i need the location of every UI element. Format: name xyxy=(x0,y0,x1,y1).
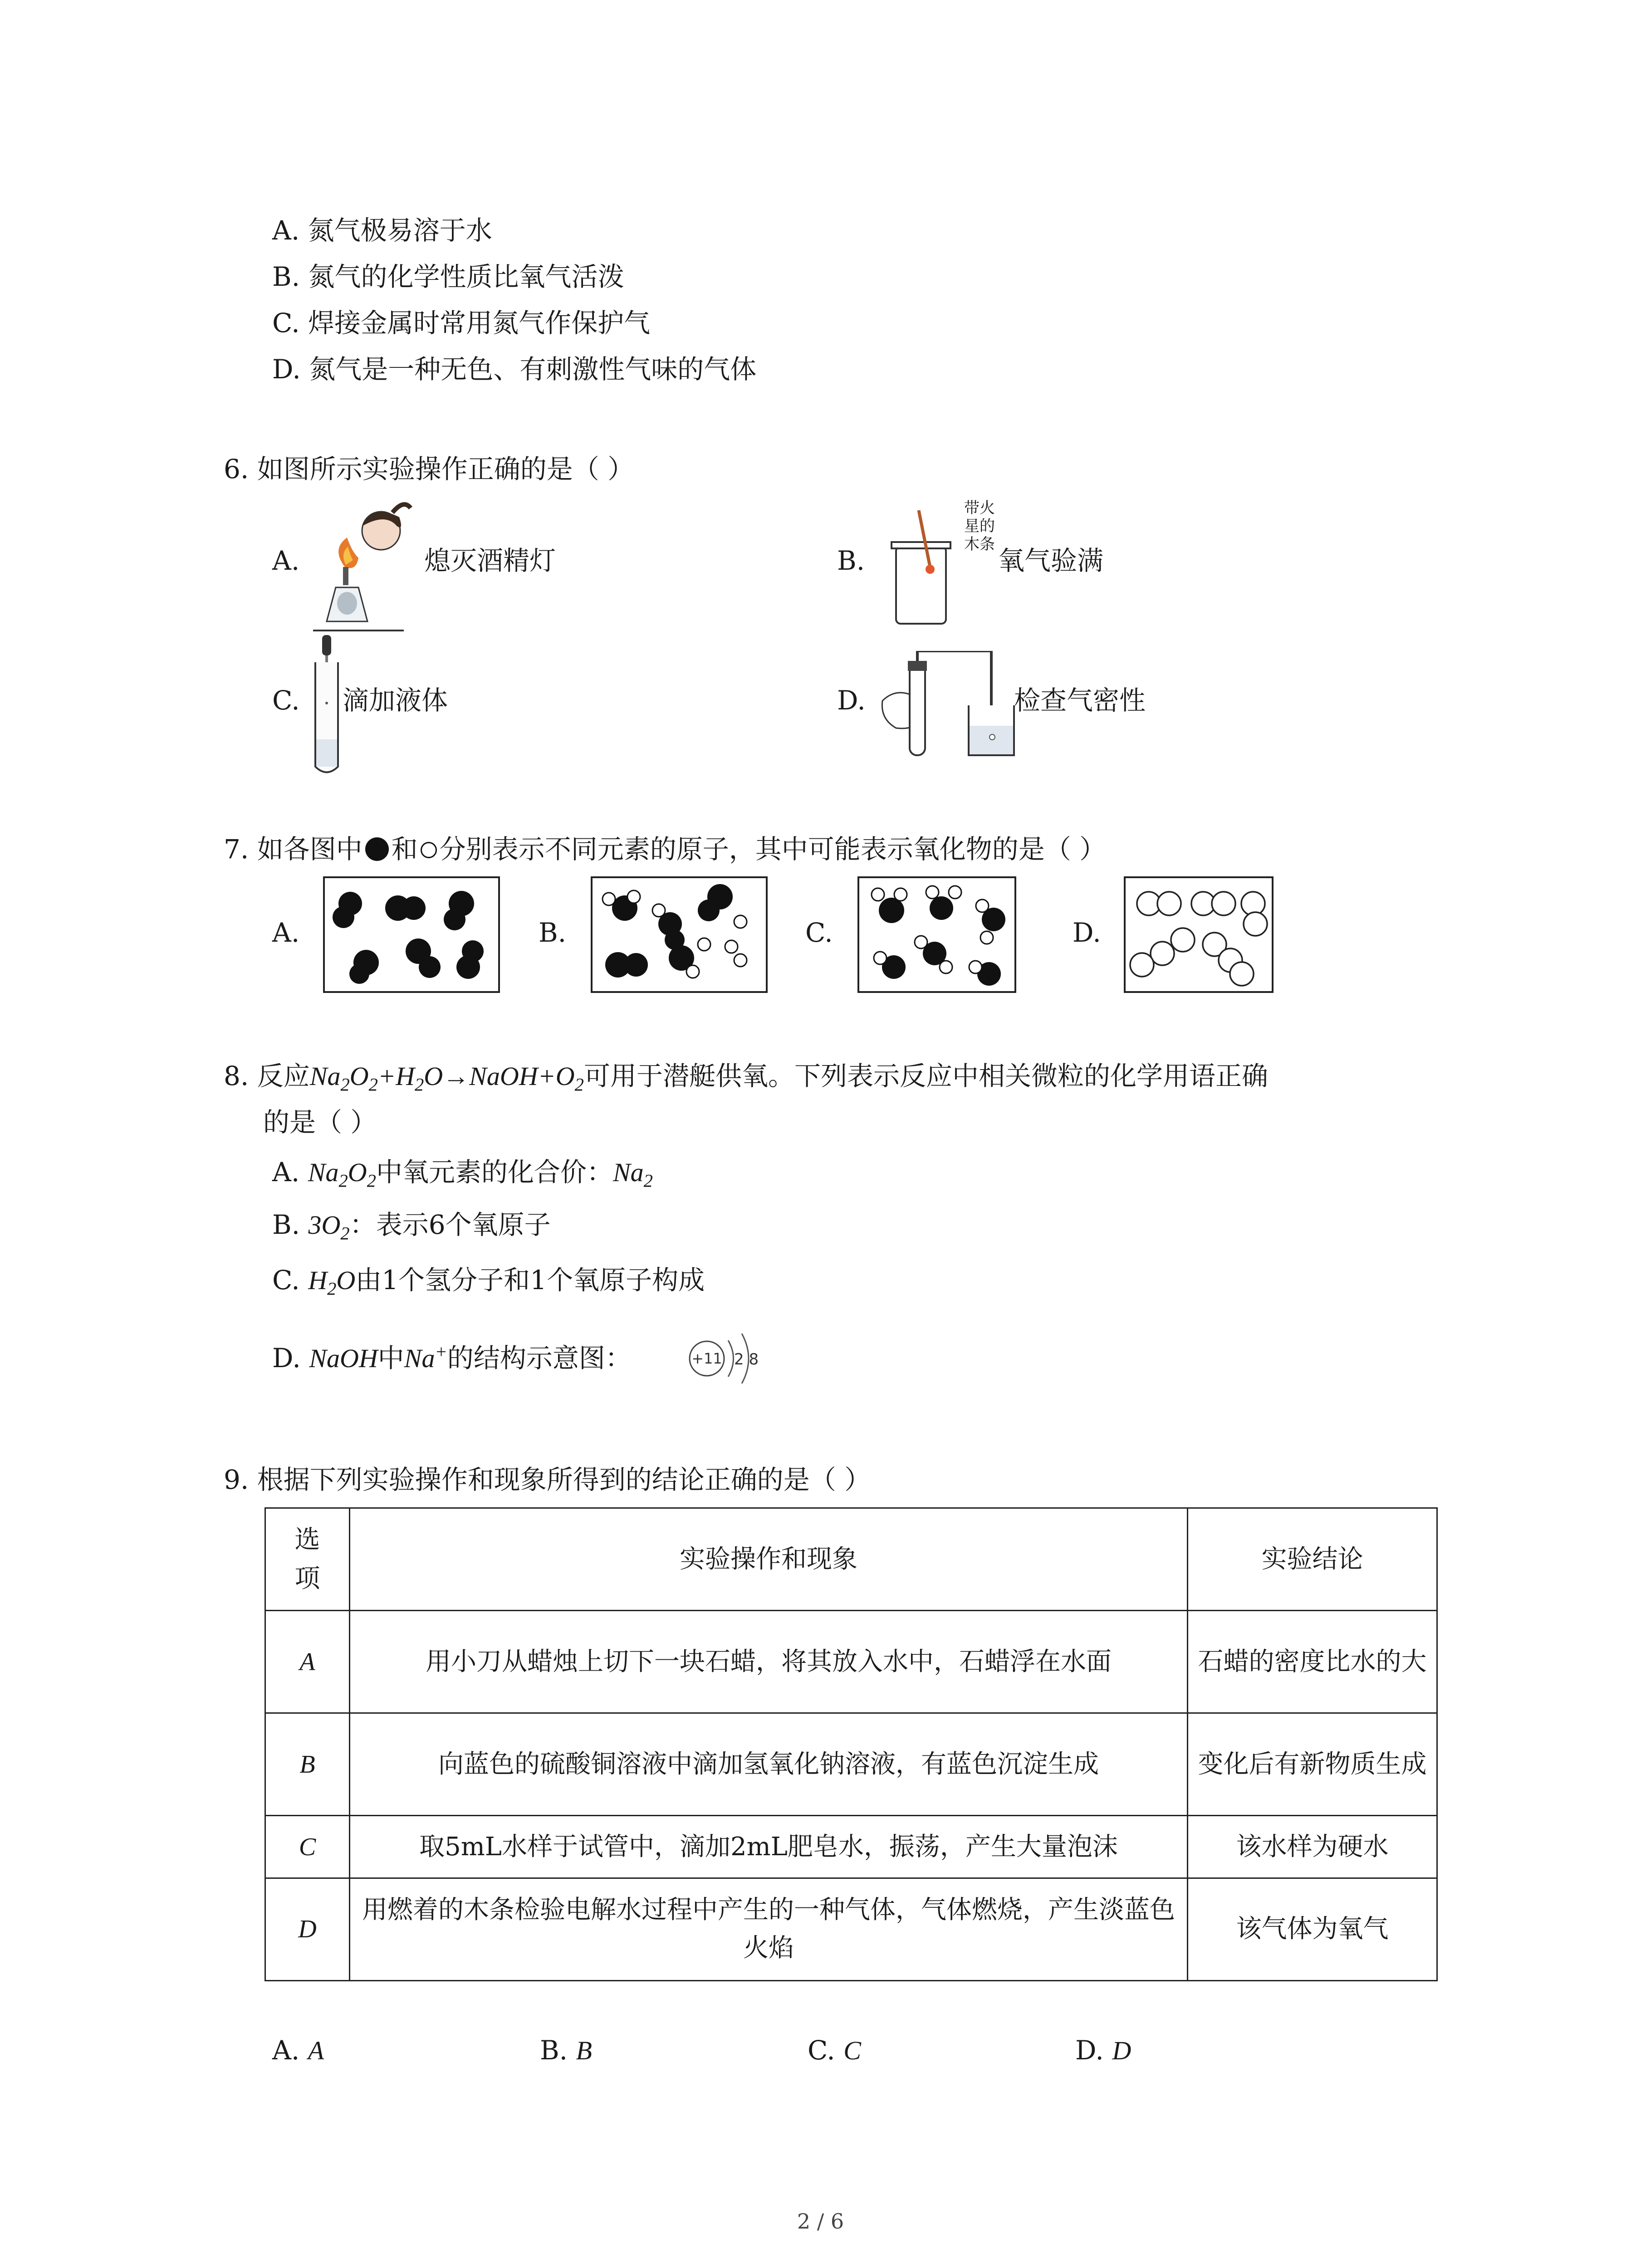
row-conclusion: 该水样为硬水 xyxy=(1188,1816,1437,1878)
q8-d-text: 的结构示意图： xyxy=(447,1343,632,1374)
q5-option-d: D. 氮气是一种无色、有刺激性气味的气体 xyxy=(272,354,757,385)
table-row xyxy=(265,1611,1437,1713)
answer-letter: B. xyxy=(540,2035,568,2066)
q8-option-d: D. NaOH中Na+的结构示意图： xyxy=(272,1341,632,1374)
header-conclusion: 实验结论 xyxy=(1188,1508,1437,1611)
q5-option-a: A. 氮气极易溶于水 xyxy=(272,215,492,246)
q9-answer-a xyxy=(272,2034,324,2067)
table-row xyxy=(265,1878,1437,1980)
q8-stem-after: 可用于潜艇供氧。下列表示反应中相关微粒的化学用语正确 xyxy=(583,1061,1268,1091)
q8-a-text: 中氧元素的化合价： xyxy=(376,1157,613,1188)
table-row xyxy=(265,1713,1437,1816)
row-operation: 用小刀从蜡烛上切下一块石蜡，将其放入水中，石蜡浮在水面 xyxy=(350,1611,1188,1713)
q6-c-letter: C. xyxy=(272,685,300,716)
q9-answer-b xyxy=(540,2034,592,2067)
q9-answer-c xyxy=(808,2034,861,2067)
nucleus-label: +11 xyxy=(691,1350,722,1367)
formula: $H_2O$ xyxy=(308,1266,356,1299)
header-option: 选项 xyxy=(265,1508,350,1611)
particle-box-d xyxy=(1124,876,1274,993)
particle-box-b xyxy=(591,876,768,993)
q8-option-b xyxy=(272,1208,551,1242)
q8-a-letter: A. xyxy=(272,1157,300,1188)
page-number: 2 / 6 xyxy=(797,2209,844,2234)
q7-stem xyxy=(224,833,1106,865)
experiment-table xyxy=(265,1507,1438,1981)
fig-text-line: 星的 xyxy=(964,517,995,535)
q9-answer-d xyxy=(1075,2034,1131,2067)
q8-c-text: 由1个氢分子和1个氧原子构成 xyxy=(355,1265,705,1295)
blowing-out-lamp-figure xyxy=(313,499,426,644)
q6-d-label: 检查气密性 xyxy=(1014,685,1146,716)
q8-option-a xyxy=(272,1156,653,1189)
answer-letter: A. xyxy=(272,2035,300,2066)
white-atom-icon xyxy=(421,842,437,858)
formula: $Na_2O_2$ xyxy=(308,1158,376,1191)
q7-c-letter: C. xyxy=(805,917,833,948)
q6-stem: 6. 如图所示实验操作正确的是（ ） xyxy=(224,454,634,484)
formula: $Na_2$ xyxy=(612,1158,653,1191)
table-header-row xyxy=(265,1508,1437,1611)
formula: NaOH xyxy=(309,1344,378,1373)
q9-stem: 9. 根据下列实验操作和现象所得到的结论正确的是（ ） xyxy=(224,1464,871,1495)
q7-stem-post: 分别表示不同元素的原子，其中可能表示氧化物的是（ ） xyxy=(439,834,1106,865)
q8-b-text: ：表示6个氧原子 xyxy=(349,1209,551,1240)
table-row xyxy=(265,1816,1437,1878)
q5-option-c: C. 焊接金属时常用氮气作保护气 xyxy=(272,308,651,338)
answer-value: D xyxy=(1112,2036,1132,2065)
particle-box-a xyxy=(323,876,500,993)
answer-letter: C. xyxy=(808,2035,835,2066)
q6-b-fig-label xyxy=(964,499,995,553)
fig-text-line: 木条 xyxy=(964,535,995,553)
q8-stem xyxy=(224,1060,1268,1093)
ion-structure-diagram xyxy=(685,1325,776,1393)
oxygen-bottle-figure xyxy=(885,503,957,631)
row-operation: 向蓝色的硫酸铜溶液中滴加氢氧化钠溶液，有蓝色沉淀生成 xyxy=(350,1713,1188,1816)
q6-b-letter: B. xyxy=(837,545,865,576)
q7-b-letter: B. xyxy=(539,917,567,948)
q8-d-letter: D. xyxy=(272,1343,301,1374)
q8-c-letter: C. xyxy=(272,1265,300,1295)
row-key: D xyxy=(265,1878,350,1980)
airtightness-check-figure xyxy=(873,651,1023,760)
q7-d-letter: D. xyxy=(1073,917,1101,948)
shells-label: 2 8 xyxy=(734,1350,759,1369)
particle-box-c xyxy=(857,876,1016,993)
black-atom-icon xyxy=(365,837,389,861)
answer-value: A xyxy=(308,2036,324,2065)
q6-d-letter: D. xyxy=(837,685,866,716)
row-operation: 取5mL水样于试管中，滴加2mL肥皂水，振荡，产生大量泡沫 xyxy=(350,1816,1188,1878)
q8-equation: $Na_2O_2+H_2O\to NaOH+O_2$ xyxy=(309,1061,584,1095)
dropper-tube-figure xyxy=(309,635,345,776)
row-conclusion: 石蜡的密度比水的大 xyxy=(1188,1611,1437,1713)
answer-value: C xyxy=(843,2036,861,2065)
q8-stem-line2: 的是（ ） xyxy=(263,1107,377,1138)
q6-c-label: 滴加液体 xyxy=(343,685,448,716)
q5-option-b: B. 氮气的化学性质比氧气活泼 xyxy=(272,261,624,292)
row-conclusion: 该气体为氧气 xyxy=(1188,1878,1437,1980)
q8-option-c xyxy=(272,1264,705,1297)
header-operation: 实验操作和现象 xyxy=(350,1508,1188,1611)
answer-letter: D. xyxy=(1075,2035,1104,2066)
q6-a-label: 熄灭酒精灯 xyxy=(424,545,556,576)
fig-text-line: 带火 xyxy=(964,499,995,517)
q7-stem-mid: 和 xyxy=(391,834,418,865)
q8-stem-num: 8. 反应 xyxy=(224,1061,310,1091)
row-key: C xyxy=(265,1816,350,1878)
q7-a-letter: A. xyxy=(272,917,300,948)
answer-value: B xyxy=(576,2036,592,2065)
row-conclusion: 变化后有新物质生成 xyxy=(1188,1713,1437,1816)
formula: $3O_2$ xyxy=(308,1210,350,1244)
row-operation: 用燃着的木条检验电解水过程中产生的一种气体，气体燃烧，产生淡蓝色火焰 xyxy=(350,1878,1188,1980)
q6-b-label: 氧气验满 xyxy=(998,545,1104,576)
row-key: A xyxy=(265,1611,350,1713)
q8-b-letter: B. xyxy=(272,1209,300,1240)
q6-a-letter: A. xyxy=(272,545,300,576)
q7-stem-pre: 7. 如各图中 xyxy=(224,834,362,865)
formula: Na+ xyxy=(404,1341,447,1373)
row-key: B xyxy=(265,1713,350,1816)
